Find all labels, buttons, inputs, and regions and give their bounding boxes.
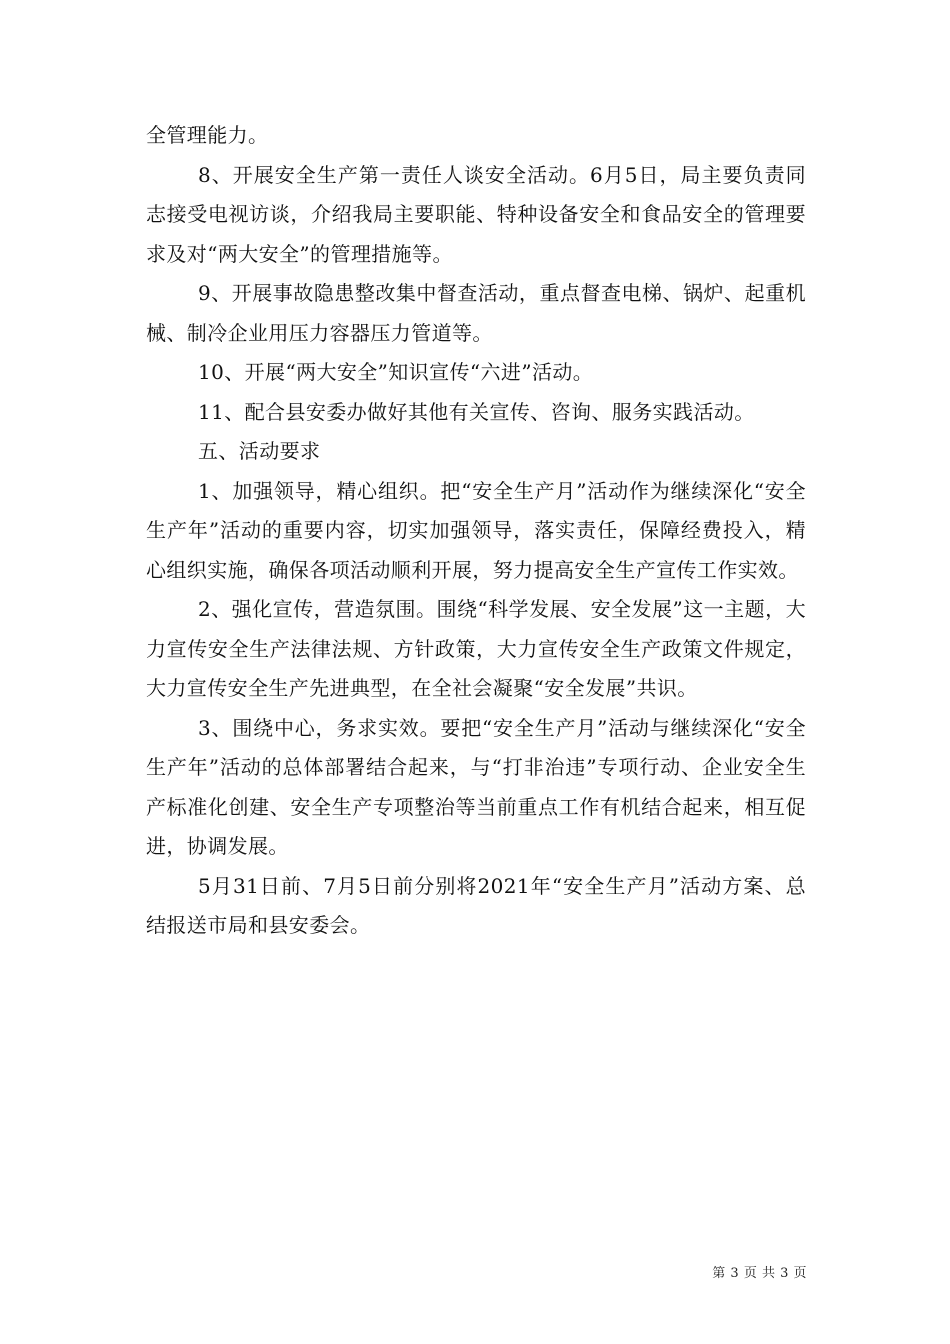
paragraph-continuation: 全管理能力。 bbox=[146, 123, 269, 147]
paragraph-deadline: 5月31日前、7月5日前分别将2021年“安全生产月”活动方案、总结报送市局和县安委会。 bbox=[146, 873, 806, 937]
paragraph-item-8: 8、开展安全生产第一责任人谈安全活动。6月5日，局主要负责同志接受电视访谈，介绍我局主要职能、特种设备安全和食品安全的管理要求及对“两大安全”的管理措施等。 bbox=[146, 162, 806, 266]
section-heading-requirements: 五、活动要求 bbox=[198, 439, 321, 463]
paragraph-requirement-1: 1、加强领导，精心组织。把“安全生产月”活动作为继续深化“安全生产年”活动的重要内容，切实加强领导，落实责任，保障经费投入，精心组织实施，确保各项活动顺利开展，努力提高安全生产宣传工作实效。 bbox=[146, 478, 806, 582]
document-body bbox=[146, 116, 806, 946]
page-number-footer: 第 3 页 共 3 页 bbox=[712, 1266, 807, 1281]
paragraph-item-9: 9、开展事故隐患整改集中督查活动，重点督查电梯、锅炉、起重机械、制冷企业用压力容器压力管道等。 bbox=[146, 281, 806, 345]
paragraph-item-11: 11、配合县安委办做好其他有关宣传、咨询、服务实践活动。 bbox=[198, 399, 755, 424]
paragraph-requirement-3: 3、围绕中心，务求实效。要把“安全生产月”活动与继续深化“安全生产年”活动的总体部署结合起来，与“打非治违”专项行动、企业安全生产标准化创建、安全生产专项整治等当前重点工作有机结合起来，相互促进，协调发展。 bbox=[146, 715, 806, 858]
paragraph-item-10: 10、开展“两大安全”知识宣传“六进”活动。 bbox=[198, 360, 594, 384]
paragraph-requirement-2: 2、强化宣传，营造氛围。围绕“科学发展、安全发展”这一主题，大力宣传安全生产法律法规、方针政策，大力宣传安全生产政策文件规定，大力宣传安全生产先进典型，在全社会凝聚“安全发展”共识。 bbox=[146, 597, 806, 700]
